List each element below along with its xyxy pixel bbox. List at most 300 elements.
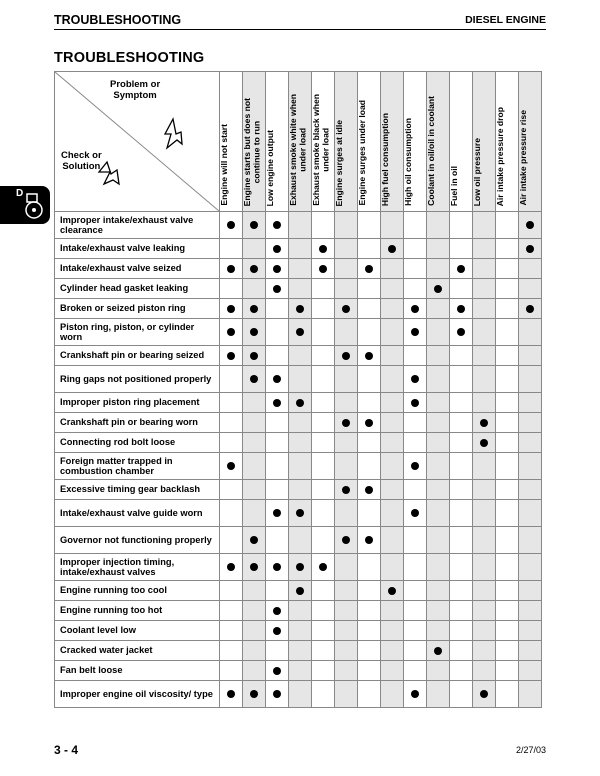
symptom-column-header [404, 72, 427, 212]
matrix-cell [266, 500, 289, 527]
matrix-cell [450, 433, 473, 453]
matrix-cell [312, 453, 335, 480]
matrix-cell [427, 413, 450, 433]
matrix-cell [427, 346, 450, 366]
matrix-cell [496, 279, 519, 299]
matrix-cell [473, 500, 496, 527]
matrix-cell [220, 346, 243, 366]
cause-label: Foreign matter trapped in combustion chamber [55, 453, 220, 480]
matrix-cell [243, 212, 266, 239]
matrix-cell [381, 621, 404, 641]
matrix-cell [220, 366, 243, 393]
matrix-cell [496, 259, 519, 279]
bullet-mark [296, 509, 304, 517]
matrix-cell [381, 212, 404, 239]
matrix-cell [289, 500, 312, 527]
cause-label: Piston ring, piston, or cylinder worn [55, 319, 220, 346]
matrix-cell [427, 433, 450, 453]
matrix-cell [381, 554, 404, 581]
bullet-mark [457, 305, 465, 313]
matrix-cell [519, 621, 542, 641]
table-row [55, 346, 542, 366]
matrix-cell [358, 453, 381, 480]
matrix-cell [473, 581, 496, 601]
matrix-cell [266, 393, 289, 413]
table-header-row [55, 72, 542, 212]
symptom-column-label: Exhaust smoke black when under load [311, 94, 331, 206]
matrix-cell [335, 279, 358, 299]
matrix-cell [450, 319, 473, 346]
matrix-cell [335, 554, 358, 581]
matrix-cell [473, 554, 496, 581]
matrix-cell [289, 527, 312, 554]
matrix-cell [519, 259, 542, 279]
matrix-cell [266, 279, 289, 299]
bullet-mark [388, 587, 396, 595]
matrix-cell [496, 500, 519, 527]
matrix-cell [450, 413, 473, 433]
matrix-cell [289, 393, 312, 413]
matrix-cell [335, 346, 358, 366]
matrix-cell [473, 279, 496, 299]
matrix-cell [358, 366, 381, 393]
matrix-cell [289, 601, 312, 621]
matrix-cell [450, 554, 473, 581]
matrix-cell [381, 681, 404, 708]
matrix-cell [312, 554, 335, 581]
matrix-cell [450, 299, 473, 319]
matrix-cell [473, 661, 496, 681]
matrix-cell [427, 581, 450, 601]
matrix-cell [519, 366, 542, 393]
bullet-mark [250, 305, 258, 313]
matrix-cell [266, 681, 289, 708]
matrix-cell [404, 212, 427, 239]
matrix-cell [496, 554, 519, 581]
matrix-cell [243, 413, 266, 433]
matrix-cell [427, 393, 450, 413]
matrix-cell [220, 527, 243, 554]
matrix-cell [335, 259, 358, 279]
matrix-cell [266, 346, 289, 366]
symptom-column-header [450, 72, 473, 212]
table-row [55, 527, 542, 554]
matrix-cell [427, 239, 450, 259]
matrix-cell [312, 661, 335, 681]
matrix-cell [473, 681, 496, 708]
matrix-cell [404, 453, 427, 480]
problem-symptom-label: Problem or Symptom [110, 79, 161, 101]
symptom-column-header [220, 72, 243, 212]
bullet-mark [434, 285, 442, 293]
matrix-cell [335, 393, 358, 413]
matrix-cell [404, 554, 427, 581]
matrix-cell [519, 319, 542, 346]
matrix-cell [358, 641, 381, 661]
matrix-cell [519, 581, 542, 601]
matrix-cell [266, 480, 289, 500]
matrix-cell [243, 480, 266, 500]
matrix-cell [243, 259, 266, 279]
table-row [55, 453, 542, 480]
matrix-cell [335, 641, 358, 661]
matrix-cell [404, 527, 427, 554]
matrix-cell [381, 527, 404, 554]
matrix-cell [450, 641, 473, 661]
matrix-cell [496, 621, 519, 641]
matrix-cell [519, 413, 542, 433]
matrix-cell [243, 319, 266, 346]
matrix-cell [220, 641, 243, 661]
matrix-cell [220, 661, 243, 681]
matrix-cell [404, 433, 427, 453]
matrix-cell [289, 366, 312, 393]
matrix-cell [312, 621, 335, 641]
matrix-cell [243, 621, 266, 641]
bullet-mark [480, 439, 488, 447]
matrix-cell [289, 480, 312, 500]
cause-label: Coolant level low [55, 621, 220, 641]
symptom-column-label: High fuel consumption [380, 112, 390, 206]
matrix-cell [335, 500, 358, 527]
matrix-cell [473, 413, 496, 433]
matrix-cell [450, 527, 473, 554]
matrix-cell [381, 601, 404, 621]
matrix-cell [243, 661, 266, 681]
matrix-cell [404, 581, 427, 601]
cause-label: Engine running too cool [55, 581, 220, 601]
matrix-cell [496, 581, 519, 601]
bullet-mark [250, 563, 258, 571]
matrix-cell [243, 641, 266, 661]
bullet-mark [250, 221, 258, 229]
matrix-cell [404, 239, 427, 259]
bullet-mark [342, 352, 350, 360]
matrix-cell [266, 259, 289, 279]
matrix-cell [312, 299, 335, 319]
bullet-mark [480, 690, 488, 698]
matrix-cell [519, 453, 542, 480]
matrix-cell [335, 453, 358, 480]
matrix-cell [289, 319, 312, 346]
symptom-column-label: Engine will not start [219, 124, 229, 206]
matrix-cell [496, 413, 519, 433]
matrix-cell [496, 393, 519, 413]
matrix-cell [358, 601, 381, 621]
matrix-cell [404, 413, 427, 433]
bullet-mark [296, 563, 304, 571]
matrix-cell [266, 366, 289, 393]
symptom-column-label: High oil consumption [403, 118, 413, 206]
cause-label: Intake/exhaust valve guide worn [55, 500, 220, 527]
matrix-cell [266, 581, 289, 601]
matrix-cell [473, 212, 496, 239]
matrix-cell [358, 346, 381, 366]
matrix-cell [381, 279, 404, 299]
bullet-mark [365, 352, 373, 360]
matrix-cell [450, 239, 473, 259]
table-row [55, 681, 542, 708]
bullet-mark [273, 509, 281, 517]
bullet-mark [273, 375, 281, 383]
matrix-cell [243, 279, 266, 299]
matrix-cell [220, 554, 243, 581]
matrix-cell [450, 453, 473, 480]
matrix-cell [427, 681, 450, 708]
matrix-cell [289, 681, 312, 708]
symptom-column-header [312, 72, 335, 212]
bullet-mark [365, 536, 373, 544]
matrix-cell [289, 453, 312, 480]
matrix-cell [427, 212, 450, 239]
bullet-mark [250, 265, 258, 273]
bullet-mark [273, 607, 281, 615]
matrix-cell [519, 527, 542, 554]
cause-label: Broken or seized piston ring [55, 299, 220, 319]
matrix-cell [473, 433, 496, 453]
matrix-cell [473, 393, 496, 413]
matrix-cell [358, 621, 381, 641]
bullet-mark [319, 563, 327, 571]
matrix-cell [450, 212, 473, 239]
bullet-mark [227, 352, 235, 360]
matrix-cell [427, 527, 450, 554]
table-row [55, 393, 542, 413]
symptom-column-label: Air intake pressure rise [518, 110, 528, 206]
matrix-cell [358, 259, 381, 279]
matrix-cell [266, 621, 289, 641]
matrix-cell [404, 279, 427, 299]
matrix-cell [473, 346, 496, 366]
matrix-cell [496, 480, 519, 500]
matrix-cell [289, 259, 312, 279]
matrix-cell [404, 681, 427, 708]
matrix-cell [496, 433, 519, 453]
section-tab-letter: D [16, 188, 24, 199]
matrix-cell [266, 212, 289, 239]
matrix-cell [220, 319, 243, 346]
table-row [55, 554, 542, 581]
bullet-mark [227, 305, 235, 313]
matrix-cell [266, 641, 289, 661]
matrix-cell [312, 480, 335, 500]
matrix-cell [335, 480, 358, 500]
bullet-mark [319, 265, 327, 273]
matrix-cell [473, 621, 496, 641]
matrix-cell [427, 259, 450, 279]
matrix-cell [473, 601, 496, 621]
matrix-cell [496, 453, 519, 480]
matrix-cell [312, 413, 335, 433]
cause-label: Improper intake/exhaust valve clearance [55, 212, 220, 239]
matrix-cell [358, 554, 381, 581]
matrix-cell [266, 299, 289, 319]
matrix-cell [519, 601, 542, 621]
matrix-cell [266, 527, 289, 554]
symptom-column-header [427, 72, 450, 212]
matrix-cell [312, 433, 335, 453]
bullet-mark [273, 563, 281, 571]
matrix-cell [404, 480, 427, 500]
symptom-column-header [358, 72, 381, 212]
table-row [55, 366, 542, 393]
bullet-mark [250, 375, 258, 383]
matrix-cell [289, 279, 312, 299]
bullet-mark [411, 462, 419, 470]
symptom-column-header [381, 72, 404, 212]
matrix-cell [404, 621, 427, 641]
matrix-cell [404, 319, 427, 346]
header-rule [54, 29, 546, 30]
matrix-cell [220, 681, 243, 708]
matrix-cell [496, 527, 519, 554]
table-row [55, 212, 542, 239]
matrix-cell [312, 601, 335, 621]
matrix-cell [450, 480, 473, 500]
matrix-cell [266, 453, 289, 480]
matrix-cell [404, 366, 427, 393]
symptom-column-label: Fuel in oil [449, 165, 459, 206]
bullet-mark [273, 221, 281, 229]
matrix-cell [473, 299, 496, 319]
matrix-cell [312, 346, 335, 366]
matrix-cell [220, 601, 243, 621]
bullet-mark [342, 536, 350, 544]
page-number: 3 - 4 [54, 743, 79, 757]
matrix-cell [450, 581, 473, 601]
bullet-mark [411, 375, 419, 383]
table-row [55, 259, 542, 279]
matrix-cell [519, 641, 542, 661]
matrix-cell [358, 279, 381, 299]
matrix-cell [473, 480, 496, 500]
matrix-cell [519, 500, 542, 527]
matrix-cell [381, 480, 404, 500]
matrix-cell [358, 500, 381, 527]
matrix-cell [243, 433, 266, 453]
matrix-cell [519, 346, 542, 366]
table-row [55, 641, 542, 661]
matrix-cell [220, 500, 243, 527]
right-arrow-icon [165, 119, 182, 148]
bullet-mark [296, 305, 304, 313]
matrix-cell [381, 346, 404, 366]
matrix-cell [243, 239, 266, 259]
table-row [55, 319, 542, 346]
symptom-column-label: Engine starts but does not continue to run [242, 97, 262, 206]
bullet-mark [250, 352, 258, 360]
matrix-cell [312, 500, 335, 527]
matrix-cell [220, 259, 243, 279]
matrix-cell [450, 681, 473, 708]
cause-label: Excessive timing gear backlash [55, 480, 220, 500]
bullet-mark [273, 245, 281, 253]
matrix-cell [335, 661, 358, 681]
cause-label: Improper engine oil viscosity/ type [55, 681, 220, 708]
bullet-mark [411, 399, 419, 407]
matrix-cell [450, 346, 473, 366]
cause-label: Ring gaps not positioned properly [55, 366, 220, 393]
matrix-cell [496, 212, 519, 239]
bullet-mark [227, 563, 235, 571]
cause-label: Governor not functioning properly [55, 527, 220, 554]
matrix-cell [358, 413, 381, 433]
table-row [55, 413, 542, 433]
matrix-cell [496, 239, 519, 259]
matrix-cell [427, 299, 450, 319]
matrix-cell [220, 239, 243, 259]
matrix-cell [519, 212, 542, 239]
matrix-cell [335, 239, 358, 259]
matrix-cell [289, 641, 312, 661]
matrix-cell [473, 319, 496, 346]
matrix-cell [381, 413, 404, 433]
matrix-cell [381, 299, 404, 319]
matrix-cell [473, 366, 496, 393]
matrix-cell [381, 433, 404, 453]
matrix-cell [243, 346, 266, 366]
matrix-cell [289, 239, 312, 259]
matrix-cell [358, 393, 381, 413]
matrix-cell [243, 299, 266, 319]
table-row [55, 480, 542, 500]
symptom-column-header [473, 72, 496, 212]
cause-label: Intake/exhaust valve seized [55, 259, 220, 279]
matrix-cell [358, 212, 381, 239]
matrix-cell [220, 453, 243, 480]
matrix-cell [404, 393, 427, 413]
bullet-mark [342, 419, 350, 427]
cause-label: Intake/exhaust valve leaking [55, 239, 220, 259]
bullet-mark [411, 328, 419, 336]
matrix-cell [381, 366, 404, 393]
troubleshooting-table [54, 71, 542, 708]
matrix-cell [312, 581, 335, 601]
bullet-mark [319, 245, 327, 253]
matrix-cell [473, 641, 496, 661]
bullet-mark [273, 690, 281, 698]
matrix-cell [312, 259, 335, 279]
cause-label: Connecting rod bolt loose [55, 433, 220, 453]
matrix-cell [381, 661, 404, 681]
revision-date: 2/27/03 [515, 745, 546, 755]
matrix-cell [289, 299, 312, 319]
matrix-cell [381, 239, 404, 259]
matrix-cell [266, 239, 289, 259]
symptom-column-header [335, 72, 358, 212]
check-solution-label: Check or Solution [61, 150, 102, 172]
matrix-cell [381, 393, 404, 413]
matrix-cell [335, 433, 358, 453]
table-row [55, 433, 542, 453]
matrix-cell [312, 279, 335, 299]
matrix-cell [335, 319, 358, 346]
matrix-cell [220, 480, 243, 500]
table-row [55, 581, 542, 601]
matrix-cell [358, 527, 381, 554]
engine-icon [22, 190, 46, 220]
page-header-left: TROUBLESHOOTING [54, 13, 182, 27]
cause-label: Crankshaft pin or bearing worn [55, 413, 220, 433]
matrix-cell [450, 621, 473, 641]
matrix-cell [335, 413, 358, 433]
matrix-cell [496, 601, 519, 621]
matrix-cell [381, 581, 404, 601]
matrix-cell [335, 212, 358, 239]
table-row [55, 299, 542, 319]
matrix-cell [450, 366, 473, 393]
down-arrow-icon [99, 162, 119, 184]
